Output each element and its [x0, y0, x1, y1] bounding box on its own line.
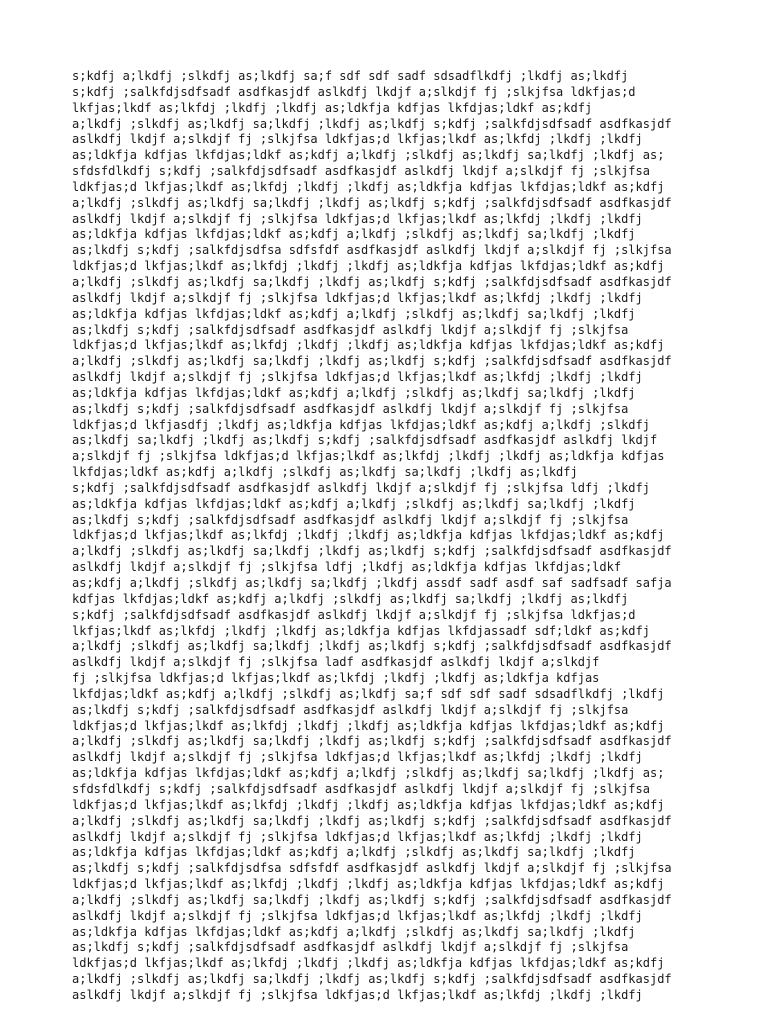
text-line: as;ldkfja kdfjas lkfdjas;ldkf as;kdfj a;lkdfj ;slkdfj as;lkdfj sa;lkdfj ;lkdfj as; — [72, 148, 665, 163]
text-line: a;slkdjf fj ;slkjfsa ldkfjas;d lkfjas;lkdf as;lkfdj ;lkdfj ;lkdfj as;ldkfja kdfjas — [72, 449, 665, 464]
text-line: aslkdfj lkdjf a;slkdjf fj ;slkjfsa ldkfjas;d lkfjas;lkdf as;lkfdj ;lkdfj ;lkdfj — [72, 908, 643, 923]
text-line: as;ldkfja kdfjas lkfdjas;ldkf as;kdfj a;lkdfj ;slkdfj as;lkdfj sa;lkdfj ;lkdfj — [72, 306, 636, 321]
text-line: ldkfjas;d lkfjasdfj ;lkdfj as;ldkfja kdfjas lkfdjas;ldkf as;kdfj a;lkdfj ;slkdfj — [72, 417, 650, 432]
text-line: as;ldkfja kdfjas lkfdjas;ldkf as;kdfj a;lkdfj ;slkdfj as;lkdfj sa;lkdfj ;lkdfj — [72, 496, 636, 511]
text-line: aslkdfj lkdjf a;slkdjf fj ;slkjfsa ldkfjas;d lkfjas;lkdf as;lkfdj ;lkdfj ;lkdfj — [72, 132, 643, 147]
text-line: as;ldkfja kdfjas lkfdjas;ldkf as;kdfj a;lkdfj ;slkdfj as;lkdfj sa;lkdfj ;lkdfj — [72, 845, 636, 860]
text-line: lkfjas;lkdf as;lkfdj ;lkdfj ;lkdfj as;ldkfja kdfjas lkfdjassadf sdf;ldkf as;kdfj — [72, 623, 650, 638]
text-line: a;lkdfj ;slkdfj as;lkdfj sa;lkdfj ;lkdfj as;lkdfj s;kdfj ;salkfdjsdfsadf asdfkasjdf — [72, 734, 672, 749]
text-line: lkfdjas;ldkf as;kdfj a;lkdfj ;slkdfj as;lkdfj sa;f sdf sdf sadf sdsadflkdfj ;lkdfj — [72, 686, 665, 701]
text-line: ldkfjas;d lkfjas;lkdf as;lkfdj ;lkdfj ;lkdfj as;ldkfja kdfjas lkfdjas;ldkf as;kdfj — [72, 179, 665, 194]
text-line: as;lkdfj s;kdfj ;salkfdjsdfsa sdfsfdf asdfkasjdf aslkdfj lkdjf a;slkdjf fj ;slkjfsa — [72, 243, 672, 258]
text-line: aslkdfj lkdjf a;slkdjf fj ;slkjfsa ldfj ;lkdfj as;ldkfja kdfjas lkfdjas;ldkf — [72, 560, 622, 575]
text-line: as;lkdfj s;kdfj ;salkfdjsdfsadf asdfkasjdf aslkdfj lkdjf a;slkdjf fj ;slkjfsa — [72, 702, 629, 717]
text-line: aslkdfj lkdjf a;slkdjf fj ;slkjfsa ldkfjas;d lkfjas;lkdf as;lkfdj ;lkdfj ;lkdfj — [72, 370, 643, 385]
text-line: s;kdfj ;salkfdjsdfsadf asdfkasjdf aslkdfj lkdjf a;slkdjf fj ;slkjfsa ldkfjas;d — [72, 607, 636, 622]
text-line: a;lkdfj ;slkdfj as;lkdfj sa;lkdfj ;lkdfj as;lkdfj s;kdfj ;salkfdjsdfsadf asdfkasjdf — [72, 274, 672, 289]
text-line: as;lkdfj s;kdfj ;salkfdjsdfsadf asdfkasjdf aslkdfj lkdjf a;slkdjf fj ;slkjfsa — [72, 401, 629, 416]
text-line: aslkdfj lkdjf a;slkdjf fj ;slkjfsa ldkfjas;d lkfjas;lkdf as;lkfdj ;lkdfj ;lkdfj — [72, 290, 643, 305]
text-line: a;lkdfj ;slkdfj as;lkdfj sa;lkdfj ;lkdfj as;lkdfj s;kdfj ;salkfdjsdfsadf asdfkasjdf — [72, 116, 672, 131]
text-line: as;lkdfj s;kdfj ;salkfdjsdfsa sdfsfdf asdfkasjdf aslkdfj lkdjf a;slkdjf fj ;slkjfsa — [72, 861, 672, 876]
text-line: ldkfjas;d lkfjas;lkdf as;lkfdj ;lkdfj ;lkdfj as;ldkfja kdfjas lkfdjas;ldkf as;kdfj — [72, 338, 665, 353]
text-line: ldkfjas;d lkfjas;lkdf as;lkfdj ;lkdfj ;lkdfj as;ldkfja kdfjas lkfdjas;ldkf as;kdfj — [72, 259, 665, 274]
text-line: a;lkdfj ;slkdfj as;lkdfj sa;lkdfj ;lkdfj as;lkdfj s;kdfj ;salkfdjsdfsadf asdfkasjdf — [72, 544, 672, 559]
text-line: as;lkdfj sa;lkdfj ;lkdfj as;lkdfj s;kdfj ;salkfdjsdfsadf asdfkasjdf aslkdfj lkdjf — [72, 433, 658, 448]
text-line: ldkfjas;d lkfjas;lkdf as;lkfdj ;lkdfj ;lkdfj as;ldkfja kdfjas lkfdjas;ldkf as;kdfj — [72, 797, 665, 812]
text-line: ldkfjas;d lkfjas;lkdf as;lkfdj ;lkdfj ;lkdfj as;ldkfja kdfjas lkfdjas;ldkf as;kdfj — [72, 528, 665, 543]
text-line: as;ldkfja kdfjas lkfdjas;ldkf as;kdfj a;lkdfj ;slkdfj as;lkdfj sa;lkdfj ;lkdfj — [72, 385, 636, 400]
text-line: fj ;slkjfsa ldkfjas;d lkfjas;lkdf as;lkfdj ;lkdfj ;lkdfj as;ldkfja kdfjas — [72, 671, 600, 686]
text-line: a;lkdfj ;slkdfj as;lkdfj sa;lkdfj ;lkdfj as;lkdfj s;kdfj ;salkfdjsdfsadf asdfkasjdf — [72, 639, 672, 654]
text-line: aslkdfj lkdjf a;slkdjf fj ;slkjfsa ldkfjas;d lkfjas;lkdf as;lkfdj ;lkdfj ;lkdfj — [72, 750, 643, 765]
text-line: a;lkdfj ;slkdfj as;lkdfj sa;lkdfj ;lkdfj as;lkdfj s;kdfj ;salkfdjsdfsadf asdfkasjdf — [72, 972, 672, 987]
text-line: ldkfjas;d lkfjas;lkdf as;lkfdj ;lkdfj ;lkdfj as;ldkfja kdfjas lkfdjas;ldkf as;kdfj — [72, 956, 665, 971]
text-line: s;kdfj ;salkfdjsdfsadf asdfkasjdf aslkdfj lkdjf a;slkdjf fj ;slkjfsa ldfj ;lkdfj — [72, 480, 650, 495]
text-line: aslkdfj lkdjf a;slkdjf fj ;slkjfsa ldkfjas;d lkfjas;lkdf as;lkfdj ;lkdfj ;lkdfj — [72, 829, 643, 844]
text-line: lkfjas;lkdf as;lkfdj ;lkdfj ;lkdfj as;ldkfja kdfjas lkfdjas;ldkf as;kdfj — [72, 100, 593, 115]
text-line: ldkfjas;d lkfjas;lkdf as;lkfdj ;lkdfj ;lkdfj as;ldkfja kdfjas lkfdjas;ldkf as;kdfj — [72, 877, 665, 892]
text-line: lkfdjas;ldkf as;kdfj a;lkdfj ;slkdfj as;lkdfj sa;lkdfj ;lkdfj as;lkdfj — [72, 465, 578, 480]
text-line: a;lkdfj ;slkdfj as;lkdfj sa;lkdfj ;lkdfj as;lkdfj s;kdfj ;salkfdjsdfsadf asdfkasjdf — [72, 195, 672, 210]
text-line: as;kdfj a;lkdfj ;slkdfj as;lkdfj sa;lkdfj ;lkdfj assdf sadf asdf saf sadfsadf safja — [72, 576, 672, 590]
text-line: ldkfjas;d lkfjas;lkdf as;lkfdj ;lkdfj ;lkdfj as;ldkfja kdfjas lkfdjas;ldkf as;kdfj — [72, 718, 665, 733]
text-line: aslkdfj lkdjf a;slkdjf fj ;slkjfsa ldkfjas;d lkfjas;lkdf as;lkfdj ;lkdfj ;lkdfj — [72, 211, 643, 226]
text-line: aslkdfj lkdjf a;slkdjf fj ;slkjfsa ladf asdfkasjdf aslkdfj lkdjf a;slkdjf — [72, 655, 600, 670]
text-line: s;kdfj ;salkfdjsdfsadf asdfkasjdf aslkdfj lkdjf a;slkdjf fj ;slkjfsa ldkfjas;d — [72, 84, 636, 99]
text-line: s;kdfj a;lkdfj ;slkdfj as;lkdfj sa;f sdf sdf sadf sdsadflkdfj ;lkdfj as;lkdfj — [72, 69, 629, 83]
text-line: a;lkdfj ;slkdfj as;lkdfj sa;lkdfj ;lkdfj as;lkdfj s;kdfj ;salkfdjsdfsadf asdfkasjdf — [72, 892, 672, 907]
document-body-text — [72, 69, 702, 1004]
text-line: a;lkdfj ;slkdfj as;lkdfj sa;lkdfj ;lkdfj as;lkdfj s;kdfj ;salkfdjsdfsadf asdfkasjdf — [72, 354, 672, 369]
text-line: as;ldkfja kdfjas lkfdjas;ldkf as;kdfj a;lkdfj ;slkdfj as;lkdfj sa;lkdfj ;lkdfj — [72, 227, 636, 242]
text-line: as;lkdfj s;kdfj ;salkfdjsdfsadf asdfkasjdf aslkdfj lkdjf a;slkdjf fj ;slkjfsa — [72, 512, 629, 527]
text-line: a;lkdfj ;slkdfj as;lkdfj sa;lkdfj ;lkdfj as;lkdfj s;kdfj ;salkfdjsdfsadf asdfkasjdf — [72, 813, 672, 828]
text-line: as;ldkfja kdfjas lkfdjas;ldkf as;kdfj a;lkdfj ;slkdfj as;lkdfj sa;lkdfj ;lkdfj — [72, 924, 636, 939]
text-line: sfdsfdlkdfj s;kdfj ;salkfdjsdfsadf asdfkasjdf aslkdfj lkdjf a;slkdjf fj ;slkjfsa — [72, 781, 650, 796]
text-line: aslkdfj lkdjf a;slkdjf fj ;slkjfsa ldkfjas;d lkfjas;lkdf as;lkfdj ;lkdfj ;lkdfj — [72, 987, 643, 1002]
text-line: as;lkdfj s;kdfj ;salkfdjsdfsadf asdfkasjdf aslkdfj lkdjf a;slkdjf fj ;slkjfsa — [72, 322, 629, 337]
text-line: as;lkdfj s;kdfj ;salkfdjsdfsadf asdfkasjdf aslkdfj lkdjf a;slkdjf fj ;slkjfsa — [72, 940, 629, 955]
text-line: kdfjas lkfdjas;ldkf as;kdfj a;lkdfj ;slkdfj as;lkdfj sa;lkdfj ;lkdfj as;lkdfj — [72, 591, 629, 606]
text-line: sfdsfdlkdfj s;kdfj ;salkfdjsdfsadf asdfkasjdf aslkdfj lkdjf a;slkdjf fj ;slkjfsa — [72, 164, 650, 179]
text-line: as;ldkfja kdfjas lkfdjas;ldkf as;kdfj a;lkdfj ;slkdfj as;lkdfj sa;lkdfj ;lkdfj as; — [72, 766, 665, 781]
